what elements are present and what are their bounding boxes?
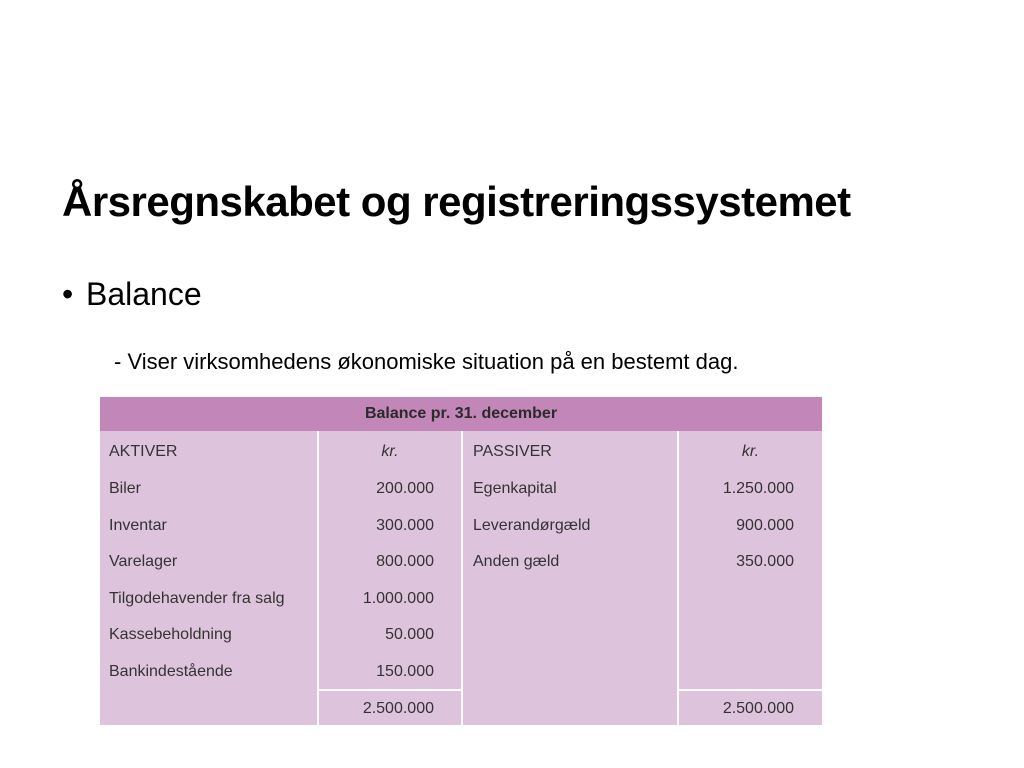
passiver-label: Anden gæld — [473, 553, 560, 570]
aktiver-header: AKTIVER — [109, 443, 178, 460]
aktiver-value: 150.000 — [376, 663, 434, 680]
slide-title: Årsregnskabet og registreringssystemet — [62, 178, 851, 225]
passiver-total: 2.500.000 — [722, 700, 794, 717]
bullet-text: Balance — [86, 276, 202, 312]
passiver-value: 1.250.000 — [722, 480, 794, 497]
passiver-label: Egenkapital — [473, 480, 557, 497]
total-divider — [677, 689, 822, 691]
aktiver-value: 50.000 — [385, 626, 434, 643]
bullet-item — [62, 274, 202, 314]
balance-table — [100, 397, 822, 725]
aktiver-value: 1.000.000 — [362, 590, 434, 607]
aktiver-label: Tilgodehavender fra salg — [109, 590, 285, 607]
passiver-value: 350.000 — [736, 553, 794, 570]
passiver-label: Leverandørgæld — [473, 517, 591, 534]
aktiver-label: Inventar — [109, 517, 167, 534]
aktiver-label: Bankindestående — [109, 663, 233, 680]
aktiver-value: 800.000 — [376, 553, 434, 570]
aktiver-label: Varelager — [109, 553, 178, 570]
bullet-subline: - Viser virksomhedens økonomiske situation på en bestemt dag. — [114, 349, 739, 374]
bullet-dot-icon: • — [62, 276, 74, 312]
kr-header-left: kr. — [381, 443, 399, 460]
aktiver-value: 300.000 — [376, 517, 434, 534]
passiver-header: PASSIVER — [473, 443, 552, 460]
aktiver-total: 2.500.000 — [362, 700, 434, 717]
kr-header-right: kr. — [741, 443, 760, 460]
column-divider — [461, 431, 463, 725]
table-title: Balance pr. 31. december — [100, 397, 822, 431]
aktiver-value: 200.000 — [376, 480, 434, 497]
total-divider — [317, 689, 463, 691]
aktiver-label: Biler — [109, 480, 142, 497]
column-divider — [677, 431, 679, 725]
passiver-value: 900.000 — [736, 517, 794, 534]
aktiver-label: Kassebeholdning — [109, 626, 232, 643]
